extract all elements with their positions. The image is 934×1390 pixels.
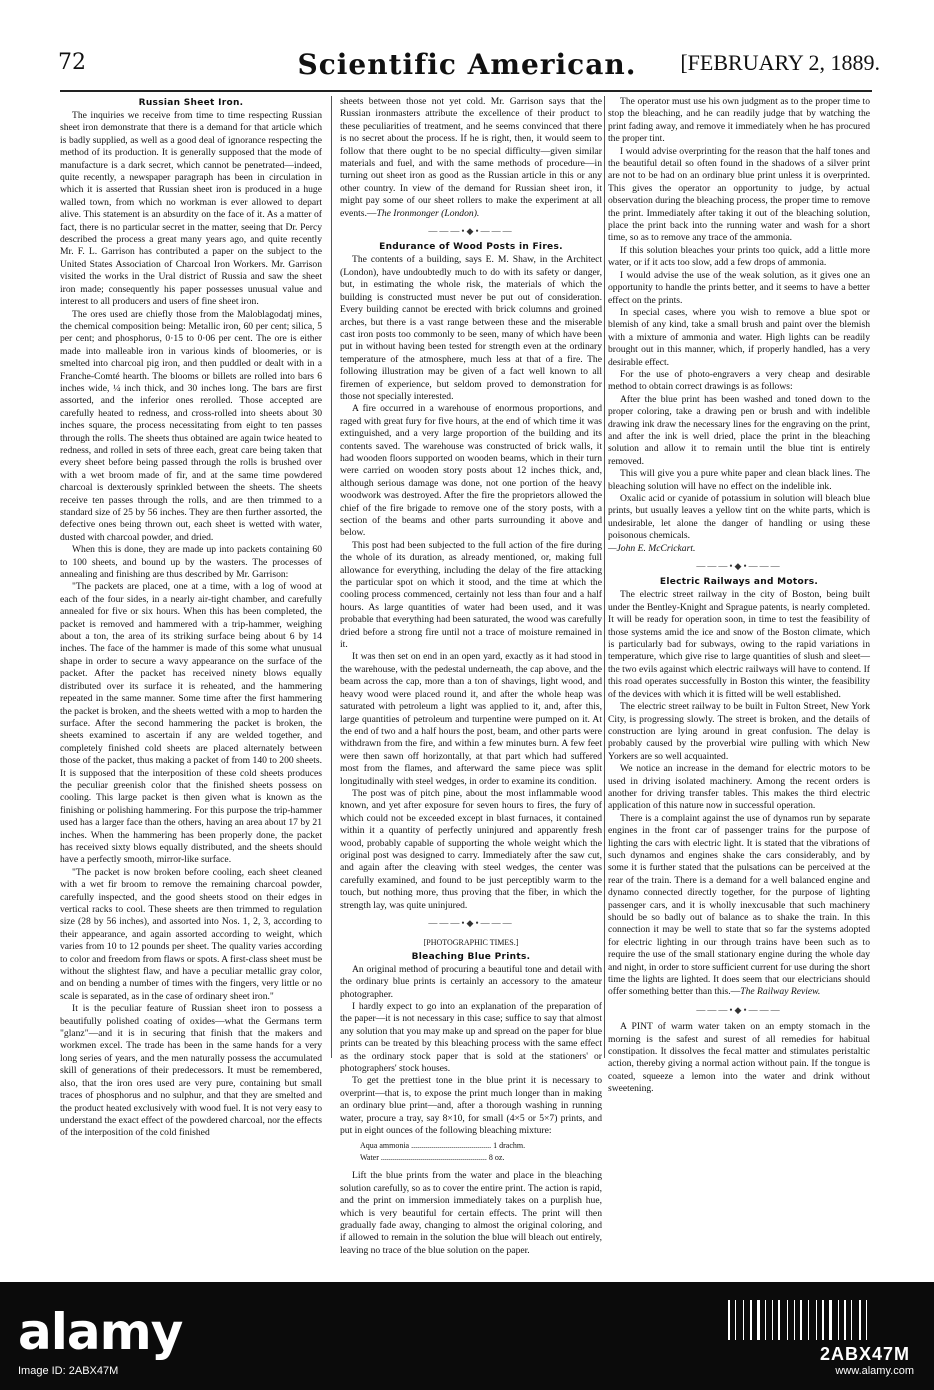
recipe-line: Water ..................................................... 8 oz.	[360, 1152, 505, 1162]
paragraph: To get the prettiest tone in the blue print it is necessary to overprint—that is, to expose the print much longer than in making an ordinary blue print—and, after a thorough washing in running water, procure a tray, say 8×10, for small (4×5 or 5×7) prints, and put in eight ounces of the following bleaching mixture:	[340, 1075, 602, 1137]
barcode-bar	[800, 1300, 802, 1340]
column-divider	[331, 96, 332, 1058]
barcode-bar	[822, 1300, 824, 1340]
paragraph: A PINT of warm water taken on an empty stomach in the morning is the safest and surest of all remedies for habitual constipation. It dissolves the fecal matter and stimulates peristaltic action, thereby giving a normal action without pain. If the tongue is coated, squeeze a lemon into the water and drink without sweetening.	[608, 1021, 870, 1095]
barcode-bar	[765, 1300, 766, 1340]
stock-site-url: www.alamy.com	[835, 1365, 914, 1377]
column-divider	[604, 96, 605, 1058]
barcode-bar	[787, 1300, 788, 1340]
paragraph: "The packet is now broken before cooling, each sheet cleaned with a wet fir broom to remove the remaining charcoal powder, carefully inspected, and the good sheets stood on their edges in vertical racks to cool. These sheets are then trimmed to regulation size (28 by 56 inches), and assorted into Nos. 1, 2, 3, according to their appearance, and again assorted according to weight, which varies from 10 to 12 pounds per sheet. The quality varies according to color and freedom from flaws or spots. A first-class sheet must be without the slightest flaw, and have a peculiar metallic gray color, and on bending a number of times with the fingers, very little or no scale is separated, as in the case of ordinary sheet iron."	[60, 866, 322, 1002]
paragraph: It was then set on end in an open yard, exactly as it had stood in the warehouse, with the pedestal underneath, the cap above, and the beam across the cap, more than a ton of shavings, light wood, and heavy wood were placed round it, and after the whole heap was saturated with petroleum a light was applied to it, and, after this, large quantities of petroleum and turpentine were pumped on it. At the end of two and a half hours the post, beam, and other parts were withdrawn from the fire, and within a few minutes burn. A few feet were then sawn off horizontally, at that part which had suffered most from the flames, and afterward the same piece was split longitudinally with steel wedges, in order to examine its condition.	[340, 651, 602, 787]
paragraph: An original method of procuring a beautiful tone and detail with the ordinary blue prints is certainly an accessory to the amateur photographer.	[340, 963, 602, 1000]
paragraph-continued: sheets between those not yet cold. Mr. Garrison says that the Russian ironmasters attribute the excellence of their product to these peculiarities of treatment, and he seems convinced that there is no secret about the process. If he is right, then, it would seem to follow that there ought to be no special difficulty—given similar materials and fuel, and with the same methods of procedure—in turning out sheet iron as good as the Russian article in this or any other country. In view of the demand for Russian sheet iron, it might pay some of our sheet rollers to make the experiment at all events.—The Ironmonger (London).	[340, 96, 602, 219]
barcode-bar	[838, 1300, 839, 1340]
paragraph: The electric street railway to be built in Fulton Street, New York City, is progressing slowly. The street is broken, and the details of construction are lying around in great confusion. The delay is probably caused by the proverbial wire pulling with which New Yorkers are so well acquainted.	[608, 701, 870, 762]
barcode-graphic	[728, 1300, 914, 1340]
header-rule	[60, 90, 872, 92]
paragraph: A fire occurred in a warehouse of enormous proportions, and raged with great fury for five hours, at the end of which time it was extinguished, and a very large proportion of the building and its contents saved. The warehouse was constructed of brick walls, it had wooden floors supported on wooden beams, which in their turn were carried on wooden story posts about 12 inches thick, and, although serious damage was done, not one portion of the heavy woodwork was destroyed. After the fire the proprietors allowed the chief of the fire brigade to remove one of the story posts, with a section of the beams and other parts surrounding it above and below.	[340, 403, 602, 539]
column-1	[60, 96, 322, 1140]
paragraph: The operator must use his own judgment as to the proper time to stop the bleaching, and he can readily judge that by watching the print fading away, and remove it immediately when he has procured the proper tint.	[608, 96, 870, 145]
source-line: [PHOTOGRAPHIC TIMES.]	[423, 938, 519, 948]
paragraph: I would advise the use of the weak solution, as it gives one an opportunity to handle the prints better, and it seems to have a better effect on the prints.	[608, 269, 870, 306]
barcode-bar	[866, 1300, 867, 1340]
barcode-bar	[794, 1300, 795, 1340]
section-ornament: ———•◆•———	[696, 1004, 782, 1015]
barcode-bar	[778, 1300, 780, 1340]
barcode-bar	[851, 1300, 852, 1340]
page-header	[0, 50, 934, 90]
barcode-bar	[728, 1300, 730, 1340]
article-title-russian: Russian Sheet Iron.	[138, 98, 244, 108]
paragraph: After the blue print has been washed and toned down to the proper coloring, take a drawing pen or brush and with indelible drawing ink draw the necessary lines for the engraving on the print, and after the ink is well dried, place the print in the bleaching solution and allow it to remain until the blue tint is entirely removed.	[608, 393, 870, 467]
article-title-electric: Electric Railways and Motors.	[659, 577, 819, 588]
paragraph: If this solution bleaches your prints too quick, add a little more water, or if it acts too slow, add a few drops of ammonia.	[608, 244, 870, 269]
paragraph: Lift the blue prints from the water and place in the bleaching solution carefully, so as to cover the entire print. The action is rapid, and the print on immersion immediately takes on a purplish hue, which is very beautiful for certain effects. The print will then gradually fade away, changing to almost the original coloring, and if allowed to remain in the solution the blue will bleach out entirely, leaving no trace of the blue solution on the paper.	[340, 1170, 602, 1256]
barcode-bar	[750, 1300, 752, 1340]
barcode-bar	[859, 1300, 861, 1340]
barcode-bar	[735, 1300, 736, 1340]
paragraph: The post was of pitch pine, about the most inflammable wood known, and yet after exposure for seven hours to fires, the fury of which could not be exceeded except in blast furnaces, it contained within it a quantity of perfectly uninjured and apparently fresh wood, probably capable of supporting the whole weight which the original post was designed to carry. Immediately after the saw cut, and again after the cleaving with steel wedges, the center was carefully examined, and found to be just perceptibly warm to the touch, but nothing more, thus proving that the fiber, in which the strength lay, was quite uninjured.	[340, 787, 602, 911]
page-number: 72	[58, 50, 86, 75]
section-ornament: ———•◆•———	[696, 561, 782, 572]
image-id-label: Image ID: 2ABX47M	[18, 1365, 119, 1377]
paragraph: The inquiries we receive from time to time respecting Russian sheet iron demonstrate that there is a demand for that article which is badly supplied, as well as a good deal of ignorance respecting the method of its production. It is generally supposed that the mode of manufacture is a dark secret, which cannot be penetrated—indeed, quite recently, a newspaper paragraph has been in circulation in which it is asserted that Russian sheet iron is produced in a huge walled town, from which no workman is ever allowed to depart alive. This statement is an absurdity on the face of it. As a matter of fact, there is no particular secret in the matter, seeing that Dr. Percy described the process a great many years ago, and quite recently Mr. F. L. Garrison has contributed a paper on the subject to the United States Association of Charcoal Iron Workers. Mr. Garrison visited the works in the Ural district of Russia and saw the sheet iron made; consequently his paper possesses unusual value and interest to all producers and users of fine sheet iron.	[60, 110, 322, 308]
paragraph: For the use of photo-engravers a very cheap and desirable method to obtain correct drawings is as follows:	[608, 368, 870, 393]
paragraph: This will give you a pure white paper and clean black lines. The bleaching solution will have no effect on the indelible ink.	[608, 468, 870, 492]
paragraph: When this is done, they are made up into packets containing 60 to 100 sheets, and bound up by the wasters. The processes of annealing and finishing are thus described by Mr. Garrison:	[60, 544, 322, 581]
barcode-bar	[829, 1300, 832, 1340]
masthead-title: Scientific American.	[297, 48, 637, 81]
barcode-bar	[772, 1300, 773, 1340]
paragraph: In special cases, where you wish to remove a blue spot or blemish of any kind, take a small brush and paint over the blemish with a mixture of ammonia and water. High lights can be readily brought out in this manner, which, if properly handled, has a very desirable effect.	[608, 306, 870, 368]
paragraph: The contents of a building, says E. M. Shaw, in the Architect (London), have undoubtedly much to do with its safety or danger, but, in estimating the whole risk, the materials of which the building is constructed must never be put out of consideration. Every building cannot be erected with brick columns and groined arches, but there is a vast range between these and the miserable cast iron posts too commonly to be seen, many of which have been put in without having been tested for strength even at the ordinary temperature of the atmosphere, much less at that of a fire. The following illustration may be given of a fact well known to all firemen of experience, but seldom proved to demonstration for those not specially interested.	[340, 254, 602, 402]
paragraph: I hardly expect to go into an explanation of the preparation of the paper—it is not necessary in this case; suffice to say that almost any solution that you may make up and spread on the paper for blue prints can be treated by this bleaching process with the same effect as the ordinary stock paper that is sold at the stationers' or photographers' stock houses.	[340, 1001, 602, 1075]
section-ornament: ———•◆•———	[428, 226, 514, 237]
barcode-bar	[808, 1300, 809, 1340]
paragraph: "The packets are placed, one at a time, with a log of wood at each of the four sides, in a nearly air-tight chamber, and carefully annealed for five or six hours. When this has been completed, the packet is removed and hammered with a trip-hammer, weighing about a ton, the area of its striking surface being about 6 by 14 inches. The face of the hammer is made of this some what unusual shape in order to secure a wavy appearance on the surface of the packet. After the packet has received ninety blows equally distributed over its surface it is reheated, and the hammering repeated in the same manner. Some time after the first hammering the packet is broken, and the sheets wetted with a mop to harden the surface. After the second hammering the packet is broken, the sheets examined to ascertain if any are welded together, and completely finished cold sheets are placed alternately between those of the packet, thus making a packet of from 140 to 200 sheets. It is supposed that the interposition of these cold sheets produces the peculiar greenish color that the finished sheets possess on cooling. This large packet is then given what is known as the finishing or polishing hammering. For this purpose the trip-hammer used has a larger face than the others, having an area about 17 by 21 inches. When the hammering has been properly done, the packet has received sixty blows equally distributed, and the sheets should have a perfectly smooth, mirror-like surface.	[60, 581, 322, 866]
recipe-line: Aqua ammonia ........................................ 1 drachm.	[360, 1140, 526, 1150]
barcode-bar	[743, 1300, 744, 1340]
source-credit: The Railway Review.	[740, 986, 821, 998]
paragraph: We notice an increase in the demand for electric motors to be used in driving isolated machinery. Among the recent orders is another for driving transfer tables. This makes the third electric application of this nature now in successful operation.	[608, 763, 870, 812]
column-3	[608, 96, 870, 1096]
barcode-bar	[816, 1300, 817, 1340]
source-credit: The Ironmonger (London).	[376, 207, 480, 219]
paragraph: The electric street railway in the city of Boston, being built under the Bentley-Knight and Sprague patents, is nearly completed. It will be ready for operation soon, in time to test the feasibility of those systems amid the ice and snow of the Boston climate, which is particularly bad for subways, owing to the rapid variations in temperature, which give rise to large quantities of slush and sleet—the two evils against which electric railways will have to contend. If this road operates successfully in Boston this winter, the feasibility of the devices with which it is fitted will be well established.	[608, 589, 870, 700]
barcode-bar	[757, 1300, 760, 1340]
column-2	[340, 96, 602, 1257]
paragraph: It is the peculiar feature of Russian sheet iron to possess a beautifully polished coating of oxides—what the Germans term "glanz"—and it is in securing that finish that the makers and workmen excel. The trade has been in the same hands for a very long series of years, and the men naturally possess the accumulated skill of generations of their predecessors. It must be remembered, also, that the iron ores used are very pure, containing but small traces of phosphorus and no sulphur, and that they are smelted and the product heated exclusively with wood fuel. It is not very easy to understand the exact effect of the powdered charcoal, nor the effects of the interposition of the cold finished	[60, 1003, 323, 1139]
author-signature: —John E. McCrickart.	[608, 542, 696, 554]
article-title-wood: Endurance of Wood Posts in Fires.	[379, 242, 563, 253]
paragraph: This post had been subjected to the full action of the fire during the whole of its duration, as already mentioned, or, making full allowance for everything, including the delay of the fire attacking the particular spot on which it stood, and the time at which the cooling process commenced, certainly not less than four and a half hours. As large quantities of water had been used, and it was probable that everything had been saturated, the wood was carefully dried before a strong fire until not a trace of moisture remained in it.	[340, 539, 602, 651]
article-title-bleach: Bleaching Blue Prints.	[411, 951, 531, 962]
paragraph: There is a complaint against the use of dynamos run by separate engines in the front car of passenger trains for the purpose of lighting the cars with electric light. It is stated that the vibrations of such dynamos and engines shake the cars considerably, and by some it is further stated that the pulsations can be perceived at the rear of the train. There is a demand for a well balanced engine and dynamo connected directly together, for the purpose of lighting passenger cars, and it is wholly inexcusable that such machinery should be so badly out of balance as to shake the train. In this connection it may be well to state that so far the systems adopted for electric lighting in our through trains have been such as to require the use of the small stationary engine during the whole day and night, in order to store sufficient current for use during the short time the lights are lighted. It does seem that our electricians should offer something better than this.—The Railway Review.	[608, 812, 870, 998]
paragraph: I would advise overprinting for the reason that the half tones and the beautiful detail so often found in the shadows of a silver print are not to be had on an ordinary blue print unless it is overprinted. This gives the operator an opportunity to judge, by actual observation during the bleaching process, the proper time to remove the print. Immediately after taking it out of the bleaching solution, place the print back into the running water and wash for a short time, so as to remove any trace of the ammonia.	[608, 145, 870, 244]
issue-date: [FEBRUARY 2, 1889.	[680, 50, 880, 75]
image-code: 2ABX47M	[819, 1344, 910, 1364]
alamy-logo: alamy	[18, 1303, 183, 1361]
section-ornament: ———•◆•———	[428, 918, 514, 928]
paragraph: The ores used are chiefly those from the Maloblagodatj mines, the chemical composition being: Metallic iron, 60 per cent; silica, 5 per cent; and phosphorus, 0·15 to 0·06 per cent. The ore is either made into malleable iron in various kinds of bloomeries, or is smelted into charcoal pig iron, and then puddled or dealt with in a Franche-Comté hearth. The blooms or billets are rolled into bars 6 inches wide, ¼ inch thick, and 30 inches long. The bars are first assorted, and the inferior ones rerolled. Those accepted are carefully heated to redness, and cross-rolled into sheets about 30 inches square, the process necessitating from eight to ten passes through the rolls. The sheets thus obtained are again twice heated to redness, and rolled in sets of three each, great care being taken that every sheet before being passed through the rolls is brushed over with a wet broom made of fir, and at the same time powdered charcoal is dexterously sprinkled between the sheets. The sheets receive ten passes through the rolls, and are then trimmed to a standard size of 25 by 56 inches. They are then further assorted, the defective ones being thrown out, each sheet is wetted with water, dusted with charcoal powder, and dried.	[60, 308, 322, 543]
paragraph: Oxalic acid or cyanide of potassium in solution will bleach blue prints, but usually leaves a yellow tint on the white parts, which is undesirable, let alone the danger of handling or using these poisonous chemicals.	[608, 493, 870, 542]
barcode-bar	[844, 1300, 846, 1340]
